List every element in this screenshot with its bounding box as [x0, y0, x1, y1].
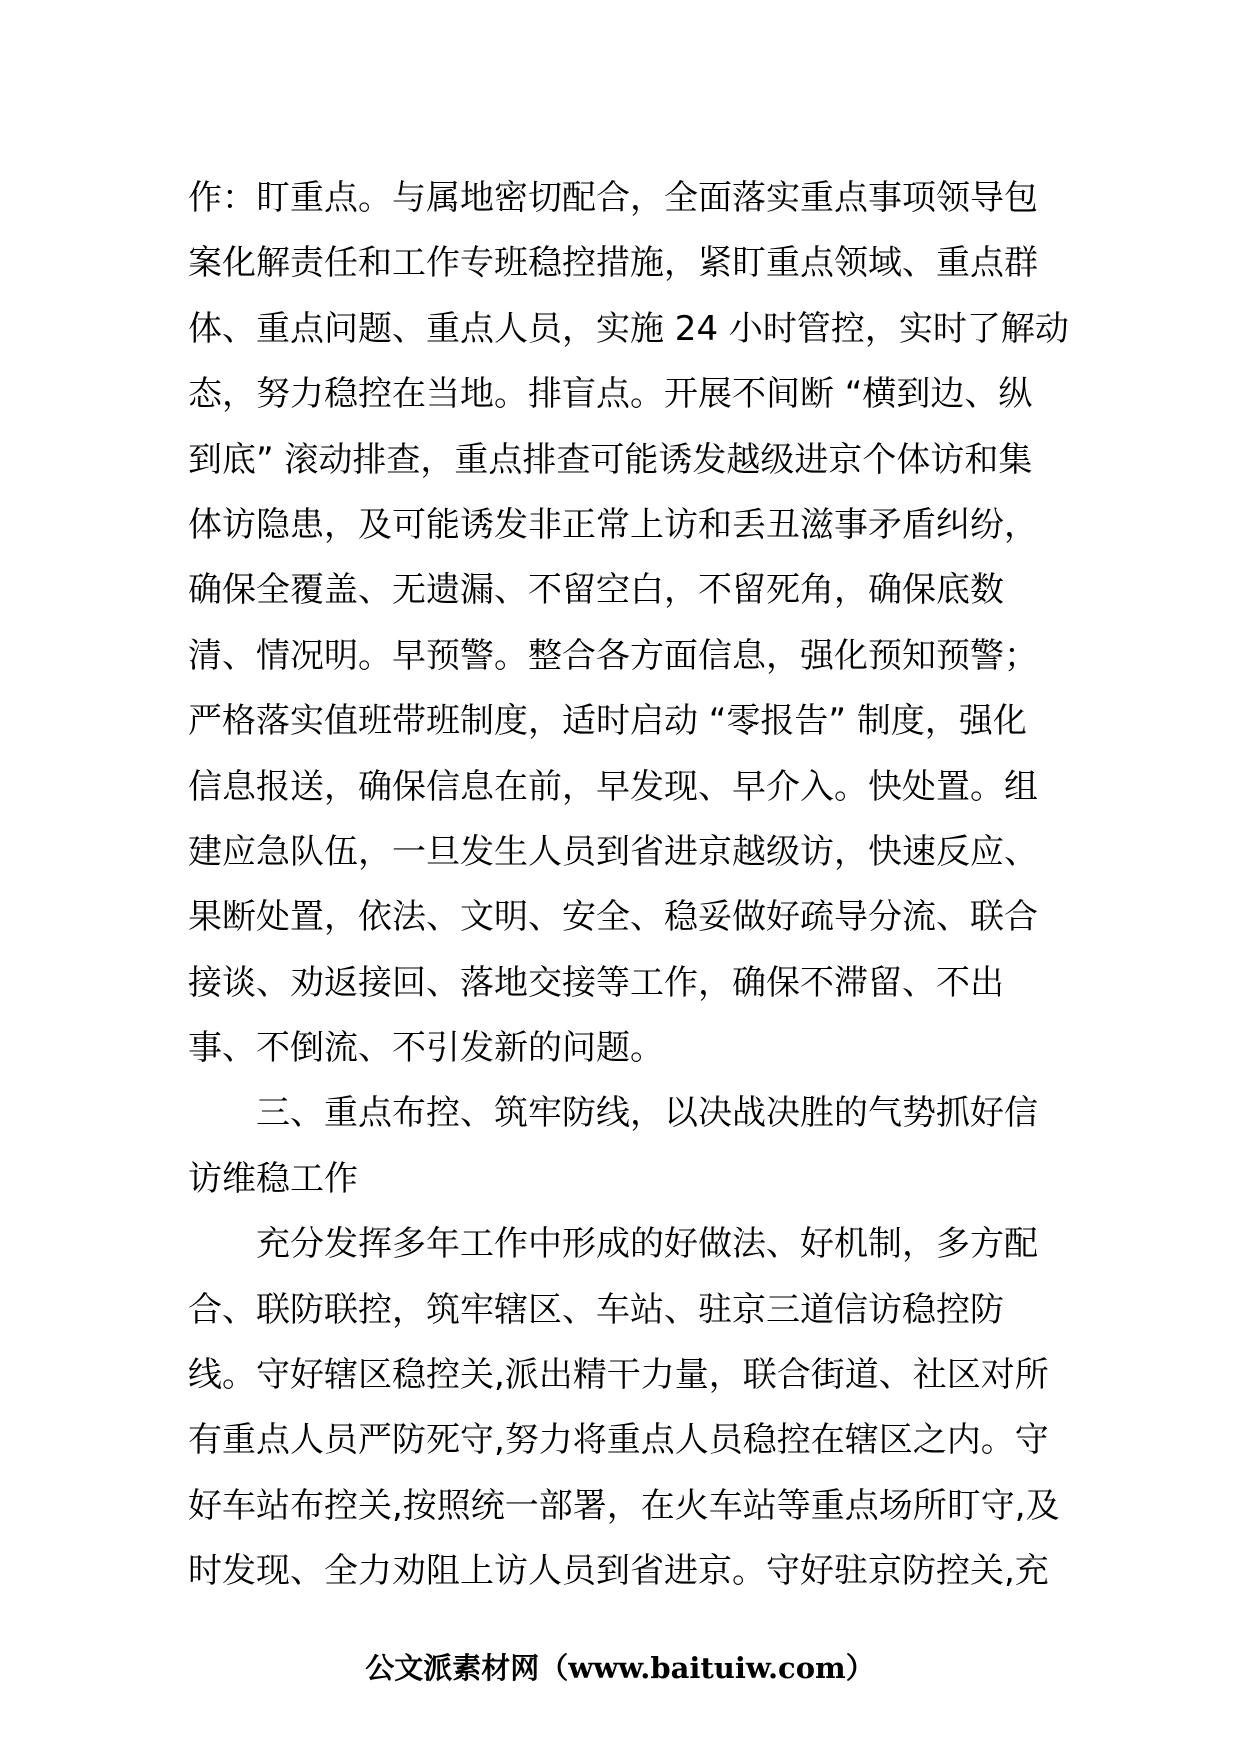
text-line: 信息报送，确保信息在前，早发现、早介入。快处置。组 — [188, 766, 1038, 807]
text-line: 作：盯重点。与属地密切配合，全面落实重点事项领导包 — [188, 178, 1038, 218]
text-line: 严格落实值班带班制度，适时启动 “零报告” 制度，强化 — [188, 701, 1027, 742]
text-line: 确保全覆盖、无遗漏、不留空白，不留死角，确保底数 — [188, 570, 1004, 611]
section-heading-line: 三、重点布控、筑牢防线，以决战决胜的气势抓好信 — [256, 1093, 1038, 1134]
section-heading-line: 访维稳工作 — [188, 1158, 358, 1199]
text-line: 到底” 滚动排查，重点排查可能诱发越级进京个体访和集 — [188, 439, 1033, 480]
text-line: 事、不倒流、不引发新的问题。 — [188, 1028, 664, 1069]
text-line: 态，努力稳控在当地。排盲点。开展不间断 “横到边、纵 — [188, 374, 1033, 415]
text-line: 有重点人员严防死守,努力将重点人员稳控在辖区之内。守 — [188, 1420, 1049, 1461]
text-line: 果断处置，依法、文明、安全、稳妥做好疏导分流、联合 — [188, 897, 1038, 938]
text-line: 合、联防联控，筑牢辖区、车站、驻京三道信访稳控防 — [188, 1289, 1004, 1330]
text-line: 建应急队伍，一旦发生人员到省进京越级访，快速反应、 — [188, 831, 1038, 872]
text-line: 案化解责任和工作专班稳控措施，紧盯重点领域、重点群 — [188, 243, 1038, 284]
text-line: 清、情况明。早预警。整合各方面信息，强化预知预警； — [188, 635, 1038, 676]
footer-source: 公文派素材网（www.baituiw.com） — [365, 1651, 875, 1685]
document-body — [188, 166, 1069, 1605]
text-line: 好车站布控关,按照统一部署，在火车站等重点场所盯守,及 — [188, 1485, 1060, 1526]
text-line: 体、重点问题、重点人员，实施 24 小时管控，实时了解动 — [188, 308, 1069, 349]
text-line: 线。守好辖区稳控关,派出精干力量，联合街道、社区对所 — [188, 1355, 1049, 1396]
text-line: 接谈、劝返接回、落地交接等工作，确保不滞留、不出 — [188, 962, 1004, 1003]
text-line: 体访隐患，及可能诱发非正常上访和丢丑滋事矛盾纠纷， — [188, 504, 1038, 545]
text-line: 充分发挥多年工作中形成的好做法、好机制，多方配 — [256, 1224, 1038, 1265]
text-line: 时发现、全力劝阻上访人员到省进京。守好驻京防控关,充 — [188, 1551, 1049, 1592]
